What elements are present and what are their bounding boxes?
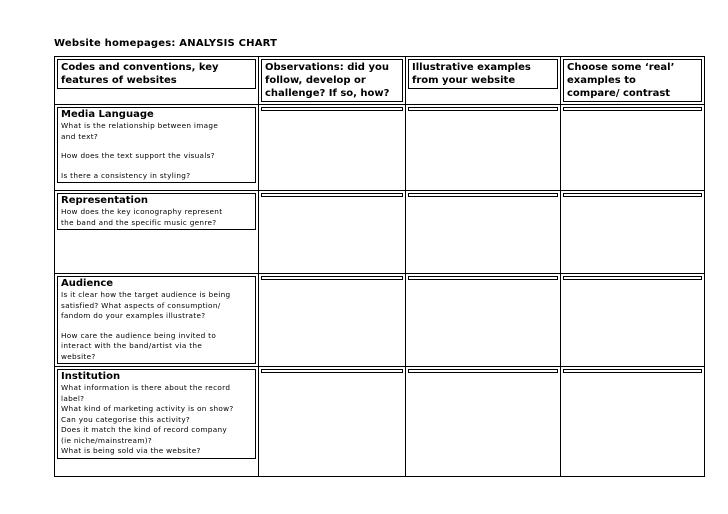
observations-cell[interactable] [259,191,406,274]
row-question: Is it clear how the target audience is being satisfied? What aspects of consumption/ fandom do your examples illustrate? [61,290,231,320]
column-header-compare [561,57,705,105]
observations-cell[interactable] [259,367,406,477]
analysis-chart-table [54,56,705,477]
row-heading: Institution [61,371,121,382]
compare-cell[interactable] [561,274,705,367]
page-title: Website homepages: ANALYSIS CHART [54,38,278,49]
compare-cell[interactable] [561,105,705,191]
column-header-label: Illustrative examples from your website [412,62,531,86]
row-heading: Media Language [61,109,154,120]
table-row-audience [55,274,705,367]
row-heading-cell [55,105,259,191]
row-question: What is the relationship between image and text? [61,121,219,141]
column-header-examples [406,57,561,105]
row-question: How does the key iconography represent the band and the specific music genre? [61,207,223,227]
compare-cell[interactable] [561,191,705,274]
examples-cell[interactable] [406,274,561,367]
examples-cell[interactable] [406,105,561,191]
row-question: How care the audience being invited to interact with the band/artist via the website? [61,330,217,361]
observations-cell[interactable] [259,105,406,191]
row-heading-cell [55,191,259,274]
table-row-institution [55,367,705,477]
column-header-codes [55,57,259,105]
table-row-media-language [55,105,705,191]
header-row [55,57,705,105]
column-header-label: Codes and conventions, key features of websites [61,62,219,86]
observations-cell[interactable] [259,274,406,367]
table-row-representation [55,191,705,274]
column-header-label: Observations: did you follow, develop or challenge? If so, how? [265,62,390,99]
row-heading: Audience [61,278,114,289]
examples-cell[interactable] [406,367,561,477]
row-question: How does the text support the visuals? [61,151,215,160]
column-header-observations [259,57,406,105]
row-heading-cell [55,274,259,367]
row-heading-cell [55,367,259,477]
row-question: Is there a consistency in styling? [61,170,191,180]
compare-cell[interactable] [561,367,705,477]
row-question: What information is there about the record label? What kind of marketing activity is on show? Can you categorise this activity? Does it match the kind of record company (ie niche/mainstream)? What is being sold via the website? [61,383,234,455]
row-heading: Representation [61,195,148,206]
column-header-label: Choose some ‘real’ examples to compare/ contrast [567,62,675,99]
examples-cell[interactable] [406,191,561,274]
